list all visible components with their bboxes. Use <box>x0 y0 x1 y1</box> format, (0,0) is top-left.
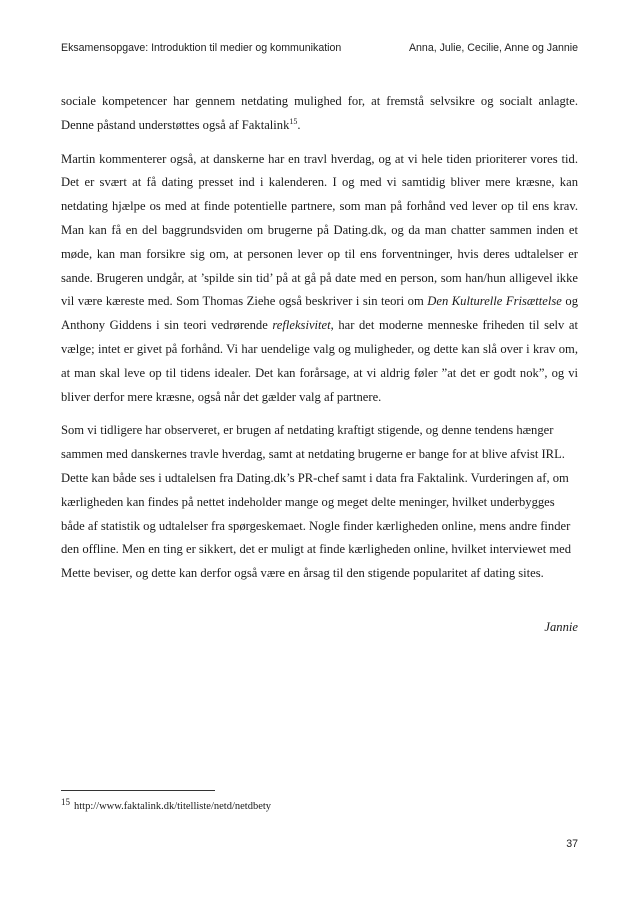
footnote-reference: 15 <box>289 116 298 126</box>
paragraph-2-text-b: og Anthony Giddens i sin teori vedrørende <box>61 294 578 333</box>
body-text <box>61 90 578 596</box>
paragraph-1 <box>61 90 578 138</box>
paragraph-1-text: sociale kompetencer har gennem netdating mulighed for, at fremstå selvsikre og socialt anlagte. Denne påstand understøttes også af Faktalink <box>61 94 578 132</box>
footnote <box>61 797 271 812</box>
page-number: 37 <box>566 838 578 850</box>
paragraph-3: Som vi tidligere har observeret, er brugen af netdating kraftigt stigende, og denne tendens hænger sammen med danskernes travle hverdag, samt at netdating brugerne er bange for at blive afvist IRL. Dette kan både ses i udtalelsen fra Dating.dk’s PR-chef samt i data fra Faktalink. Vurderingen af, om kærligheden kan findes på nettet indeholder mange og meget delte meninger, hvilket underbygges både af statistik og udtalelser fra spørgeskemaet. Nogle finder kærligheden online, mens andre finder den offline. Men en ting er sikkert, det er muligt at finde kærligheden online, hvilket interviewet med Mette beviser, og dette kan derfor også være en årsag til den stigende popularitet af dating sites. <box>61 423 572 581</box>
header-course-title: Eksamensopgave: Introduktion til medier og kommunikation <box>61 42 342 54</box>
paragraph-1-end: . <box>297 117 301 132</box>
footnote-link[interactable]: http://www.faktalink.dk/titelliste/netd/netdbety <box>74 801 272 812</box>
paragraph-2-text-a: Martin kommenterer også, at danskerne har en travl hverdag, og at vi hele tiden prioriterer vores tid. Det er svært at få dating presset ind i kalenderen. I og med vi samtidig bliver mere kræsne, kan netdating hjælpe os med at finde potentielle partnere, som man på forhånd ved lever op til ens krav. Man kan få en del baggrundsviden om brugerne på Dating.dk, og da man chatter sammen inden et møde, kan man forsikre sig om, at personen lever op til ens forventninger, hvis deres udtalelser er sande. Brugeren undgår, at ’spilde sin tid’ på at gå på date med en person, som han/hun alligevel ikke vil være kæreste med. Som Thomas Ziehe også beskriver i sin teori om <box>61 151 578 309</box>
footnote-divider <box>61 790 215 791</box>
footnote-number: 15 <box>61 797 70 807</box>
term-kulturelle-frisaettelse: Den Kulturelle Frisættelse <box>427 294 562 309</box>
paragraph-2-text-c: , har det moderne menneske friheden til selv at vælge; intet er givet på forhånd. Vi har uendelige valg og muligheder, og dette kan slå over i krav om, at man skal leve op til tidens idealer. Det kan forårsage, at vi aldrig føler ”at det er godt nok”, og vi bliver derfor mere kræsne, også når det gælder valg af partnere. <box>61 318 579 404</box>
term-refleksivitet: refleksivitet <box>272 318 331 333</box>
author-signature: Jannie <box>544 620 578 634</box>
header-authors: Anna, Julie, Cecilie, Anne og Jannie <box>408 42 578 54</box>
paragraph-2 <box>61 148 578 410</box>
